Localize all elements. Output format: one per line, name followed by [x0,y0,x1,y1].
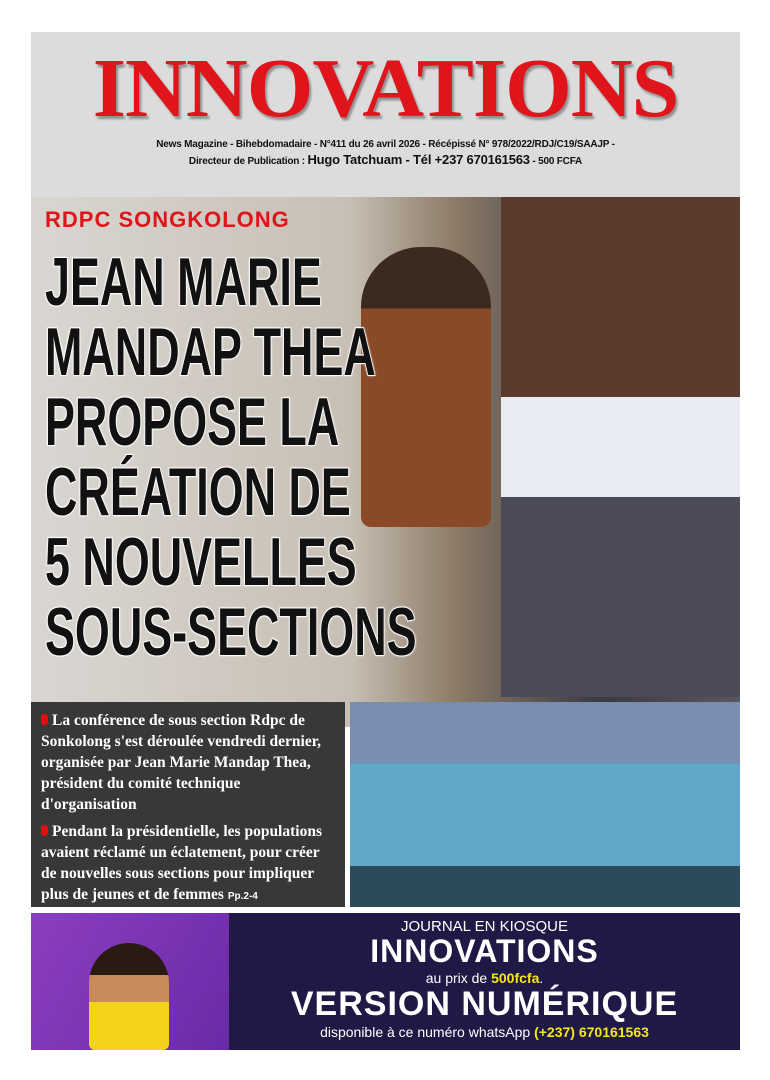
ad-whatsapp-number: (+237) 670161563 [534,1024,649,1040]
crowd-photo [350,702,740,907]
masthead [31,32,740,197]
ad-photo [31,913,229,1050]
headline-line: MANDAP THEA [45,314,376,390]
headline-line: 5 NOUVELLES [45,524,357,600]
headline-line: CRÉATION DE [45,454,351,530]
publisher-label: Directeur de Publication : [188,156,308,167]
ad-whatsapp [229,1024,740,1040]
bullet-text: Pendant la présidentielle, les populations avaient réclamé un éclatement, pour créer de nouvelles sous sections pour impliquer plus de jeunes et de femmes [41,823,322,903]
ad-price [229,970,740,986]
issue-info: News Magazine - Bihebdomadaire - N°411 du 26 avril 2026 - Récépissé N° 978/2022/RDJ/C19/SAAJP - [156,139,615,150]
publisher-name: Hugo Tatchuam - Tél +237 670161563 [307,152,530,167]
photo-person-portrait [501,197,740,697]
newspaper-title: INNOVATIONS [92,42,679,135]
publisher-info [31,152,740,167]
lead-photo [31,197,740,727]
summary-bullet [41,821,337,907]
bullet-icon [41,714,48,725]
price: - 500 FCFA [529,156,583,167]
bullet-icon [41,825,48,836]
summary-box [31,702,345,907]
advertisement [31,913,740,1050]
newspaper-cover [31,32,740,1050]
page-reference: Pp.2-4 [227,891,258,902]
kicker: RDPC SONGKOLONG [45,207,290,232]
headline-line: JEAN MARIE [45,244,322,320]
headline-line: PROPOSE LA [45,384,340,460]
bullet-text: La conférence de sous section Rdpc de Sonkolong s'est déroulée vendredi dernier, organisée par Jean Marie Mandap Thea, président du comité technique d'organisation [41,712,322,813]
ad-kiosk-label: JOURNAL EN KIOSQUE [401,918,568,935]
ad-price-value: 500fcfa [491,970,540,986]
headline-line: SOUS-SECTIONS [45,594,417,670]
headline [45,244,507,670]
woman-with-phone-image [89,943,169,1050]
ad-digital-version: VERSION NUMÉRIQUE [290,985,679,1023]
ad-whatsapp-label: disponible à ce numéro whatsApp [320,1024,535,1040]
ad-price-label: au prix de [425,970,492,986]
summary-bullet [41,710,337,815]
ad-price-suffix: . [539,970,544,986]
ad-brand: INNOVATIONS [370,933,599,969]
